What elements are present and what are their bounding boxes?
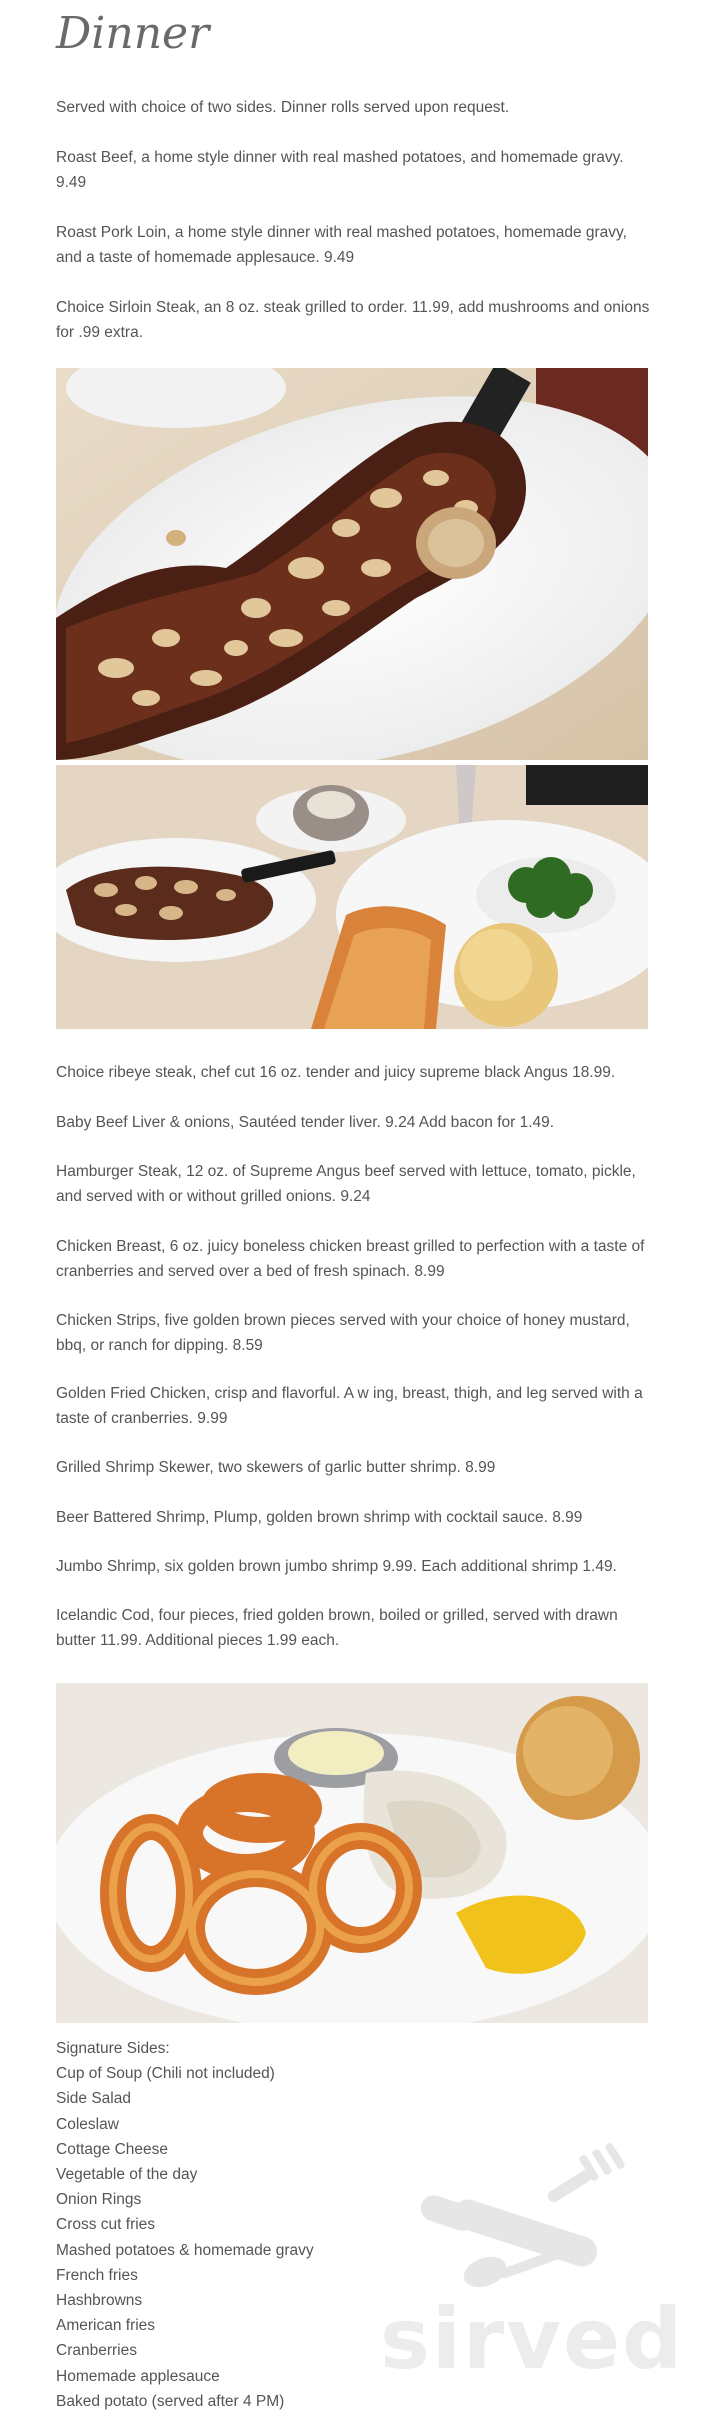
side-item: Cottage Cheese: [56, 2140, 169, 2158]
sirloin-steak-photo: [56, 368, 648, 760]
side-item: Homemade applesauce: [56, 2367, 220, 2385]
sides-heading: Signature Sides:: [56, 2040, 170, 2057]
side-item: Mashed potatoes & homemade gravy: [56, 2241, 314, 2259]
side-item: American fries: [56, 2317, 156, 2335]
menu-item: Golden Fried Chicken, crisp and flavorful. A w ing, breast, thigh, and leg served with a taste of cranberries. 9.99: [56, 1385, 643, 1427]
side-item: French fries: [56, 2266, 138, 2284]
sirved-watermark: [380, 2140, 685, 2400]
side-item: Onion Rings: [56, 2191, 142, 2209]
steak-dinner-photo: [56, 765, 648, 1029]
side-item: Baked potato (served after 4 PM): [56, 2392, 285, 2410]
menu-item: Baby Beef Liver & onions, Sautéed tender liver. 9.24 Add bacon for 1.49.: [56, 1114, 555, 1131]
menu-item: Hamburger Steak, 12 oz. of Supreme Angus beef served with lettuce, tomato, pickle, and served with or without grilled onions. 9.24: [56, 1163, 636, 1205]
menu-item: Icelandic Cod, four pieces, fried golden brown, boiled or grilled, served with drawn butter 11.99. Additional pieces 1.99 each.: [56, 1607, 618, 1649]
side-item: Coleslaw: [56, 2115, 119, 2133]
side-item: Vegetable of the day: [56, 2166, 198, 2184]
intro-text: Served with choice of two sides. Dinner rolls served upon request.: [56, 99, 510, 116]
menu-item: Roast Pork Loin, a home style dinner with real mashed potatoes, homemade gravy, and a taste of homemade applesauce. 9.49: [56, 224, 627, 266]
watermark-text: sirved: [380, 2290, 685, 2388]
menu-item: Beer Battered Shrimp, Plump, golden brown shrimp with cocktail sauce. 8.99: [56, 1509, 583, 1526]
menu-item: Choice ribeye steak, chef cut 16 oz. tender and juicy supreme black Angus 18.99.: [56, 1064, 616, 1081]
menu-item: Jumbo Shrimp, six golden brown jumbo shrimp 9.99. Each additional shrimp 1.49.: [56, 1558, 617, 1575]
menu-item: Chicken Strips, five golden brown pieces served with your choice of honey mustard, bbq, or ranch for dipping. 8.59: [56, 1312, 630, 1354]
side-item: Side Salad: [56, 2090, 131, 2108]
sirved-utensils-icon: [380, 2140, 680, 2290]
side-item: Cup of Soup (Chili not included): [56, 2065, 275, 2083]
page-title: Dinner: [56, 8, 210, 59]
menu-content: [56, 0, 648, 62]
side-item: Cross cut fries: [56, 2216, 156, 2234]
menu-item: Chicken Breast, 6 oz. juicy boneless chicken breast grilled to perfection with a taste of cranberries and served over a bed of fresh spinach. 8.99: [56, 1238, 645, 1280]
side-item: Hashbrowns: [56, 2292, 143, 2310]
side-item: Cranberries: [56, 2342, 137, 2360]
menu-item: Choice Sirloin Steak, an 8 oz. steak grilled to order. 11.99, add mushrooms and onions for .99 extra.: [56, 299, 650, 341]
menu-item: Roast Beef, a home style dinner with real mashed potatoes, and homemade gravy. 9.49: [56, 149, 624, 191]
menu-item: Grilled Shrimp Skewer, two skewers of garlic butter shrimp. 8.99: [56, 1459, 496, 1476]
onion-rings-cod-photo: [56, 1683, 648, 2023]
